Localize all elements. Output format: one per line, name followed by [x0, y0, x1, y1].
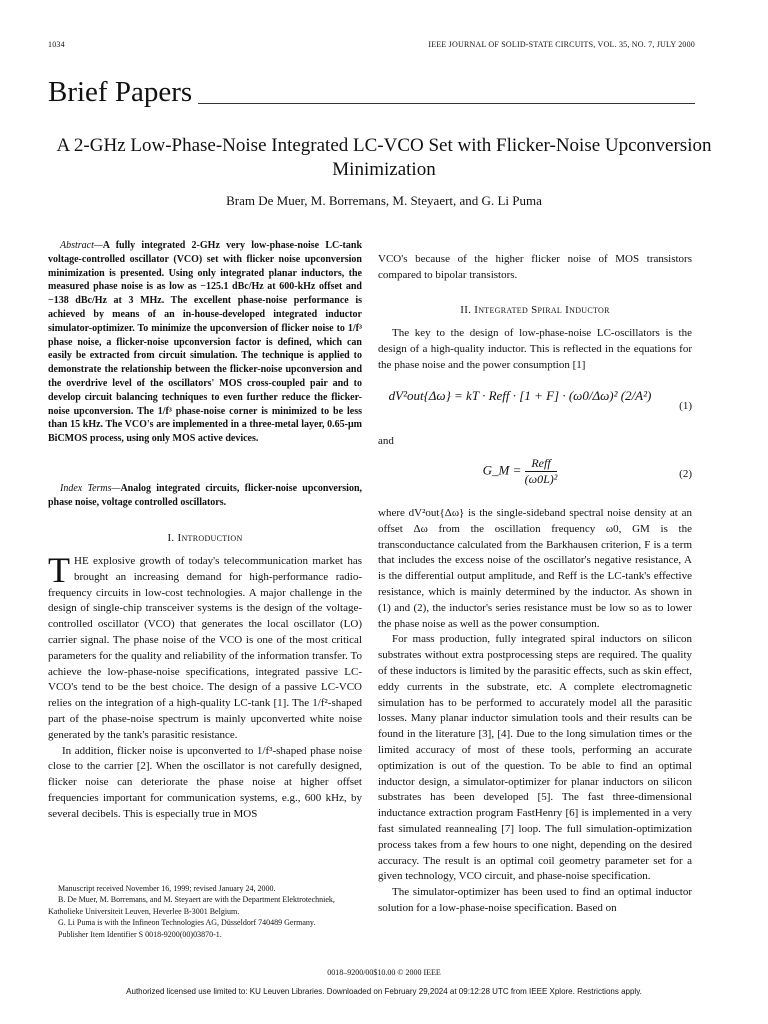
index-terms-label: Index Terms—	[60, 483, 121, 494]
footnote-3: G. Li Puma is with the Infineon Technologies AG, Düsseldorf 740489 Germany.	[58, 918, 316, 928]
section2-body	[378, 506, 692, 917]
paper-authors: Bram De Muer, M. Borremans, M. Steyaert, and G. Li Puma	[226, 193, 542, 208]
intro-dropcap: T	[48, 550, 70, 590]
intro-paragraph-1-text: HE explosive growth of today's telecommunication market has brought an increasing demand for high-performance radio-frequency circuits in low-cost technologies. A major challenge in the design of single-chip transceiver systems is the design of the voltage-controlled oscillator (VCO) that generates the local oscillator (LO) carrier signal. The phase noise of the VCO is one of the most critical parameters for the quality and reliability of the information transfer. To achieve the low-phase-noise specifications, integrated passive LC-VCO's tend to be the best choice. The design of a passive LC-VCO relies on the integration of a high-quality LC-tank [1]. The 1/f²-shaped part of the phase-noise spectrum is mainly upconverted white noise generated by the tank's parasitic resistance.	[48, 555, 362, 741]
equation-2-numerator: Reff	[525, 456, 558, 472]
paper-title: A 2-GHz Low-Phase-Noise Integrated LC-VCO Set with Flicker-Noise Upconversion Minimization	[56, 135, 712, 180]
section2-heading: II. Integrated Spiral Inductor	[460, 304, 610, 316]
equation-2-number: (2)	[679, 468, 692, 480]
right-col-continue: VCO's because of the higher flicker noise of MOS transistors compared to bipolar transistors.	[378, 253, 692, 281]
section2-paragraph-4: The simulator-optimizer has been used to find an optimal inductor solution for a low-phase-noise specification. Based on	[378, 886, 692, 914]
equation-2-fraction	[525, 456, 558, 487]
copyright-id: 0018–9200/00$10.00 © 2000 IEEE	[327, 968, 441, 977]
intro-body	[48, 550, 362, 823]
index-terms	[48, 482, 362, 510]
abstract-label: Abstract—	[60, 240, 103, 251]
footnotes	[48, 883, 362, 940]
index-terms-text: Analog integrated circuits, flicker-noise upconversion, phase noise, voltage controlled oscillators.	[48, 483, 363, 508]
and-text: and	[378, 435, 394, 447]
section-heading	[48, 77, 695, 107]
equation-1-body: dV²out{Δω} = kT · Reff · [1 + F] · (ω0/Δω)² (2/A²)	[388, 388, 652, 403]
section-heading-title: Brief Papers	[48, 76, 193, 108]
section-heading-rule	[198, 103, 695, 104]
footnote-2: B. De Muer, M. Borremans, and M. Steyaert are with the Department Elektrotechniek, Katholieke Universiteit Leuven, Heverlee B-3001 Belgium.	[48, 895, 335, 916]
authorization-note: Authorized licensed use limited to: KU Leuven Libraries. Downloaded on February 29,2024 at 09:12:28 UTC from IEEE Xplore. Restrictions apply.	[126, 987, 642, 996]
abstract	[48, 239, 362, 446]
footnote-1: Manuscript received November 16, 1999; revised January 24, 2000.	[58, 884, 276, 893]
intro-paragraph-1	[48, 550, 362, 744]
intro-heading: I. Introduction	[167, 532, 243, 544]
equation-2-body	[378, 456, 662, 487]
journal-header: IEEE JOURNAL OF SOLID-STATE CIRCUITS, VOL. 35, NO. 7, JULY 2000	[428, 40, 695, 49]
equation-2-lhs: G_M =	[482, 462, 522, 478]
page-number: 1034	[48, 40, 65, 49]
equation-1-number: (1)	[679, 400, 692, 412]
section2-paragraph-2: where dV²out{Δω} is the single-sideband spectral noise density at an offset Δω from the oscillation frequency ω0, GM is the transconductance calculated from the Barkhausen criterion, F is a term that includes the excess noise of the oscillator's negative resistance, A is the differential output amplitude, and Reff is the LC-tank's effective resistance, which is mainly determined by the inductor. As shown in (1) and (2), the inductor's series resistance must be low so as to lower the phase noise as well as the power consumption.	[378, 507, 692, 630]
abstract-text: A fully integrated 2-GHz very low-phase-noise LC-tank voltage-controlled oscillator (VCO) set with flicker noise upconversion minimization is presented. Using only integrated planar inductors, the measured phase noise is as low as −125.1 dBc/Hz at 600-kHz offset and −138 dBc/Hz at 3 MHz. The excellent phase-noise performance is achieved by means of an in-house-developed integrated inductor simulator-optimizer. To minimize the upconversion of flicker noise to 1/f³ phase noise, a flicker-noise upconversion factor is defined, which can easily be extracted from circuit simulation. The technique is applied to demonstrate the relationship between the flicker-noise upconversion and the overdrive level of the oscillators' MOS cross-coupled pair and to develop circuit balancing techniques to even further reduce the flicker-noise upconversion. The 1/f³ phase-noise corner is minimized to be less than 15 kHz. The VCO's are implemented in a three-metal layer, 0.65-μm BiCMOS process, using only MOS active devices.	[48, 240, 362, 445]
equation-1	[378, 388, 692, 428]
equation-2-denominator: (ω0L)²	[524, 472, 558, 486]
section2-paragraph-3: For mass production, fully integrated spiral inductors on silicon substrates without extra postprocessing steps are required. The quality of these inductors is limited by the parasitic effects, such as skin effect, eddy currents in the substrate, etc. A complete electromagnetic simulation has to be performed to accurately model all the parasitic losses. Many planar inductor simulation tools and their results can be found in the literature [3], [4]. Due to the long simulation times or the limited accuracy of most of these tools, performing an accurate optimization is out of the question. To be able to find an optimal inductor design, a simulator-optimizer for planar inductors on silicon substrates has been developed [5]. The fast three-dimensional inductance extraction program FastHenry [6] is implemented in a very fast simulated reannealing [7] loop. The full simulation-optimization process takes from a few hours to one night, depending on the desired accuracy. The result is an optimal coil geometry parameter set for a given technology, VCO circuit, and phase-noise specification.	[378, 633, 692, 883]
section2-paragraph-1: The key to the design of low-phase-noise LC-oscillators is the design of a high-quality inductor. This is reflected in the equations for the phase noise and the power consumption [1]	[378, 327, 692, 371]
intro-paragraph-2: In addition, flicker noise is upconverted to 1/f³-shaped phase noise close to the carrier [2]. When the oscillator is not carefully designed, flicker noise can deteriorate the phase noise at higher offset frequencies important for communication systems, e.g., 600 kHz, by several decibels. This is especially true in MOS	[48, 744, 362, 820]
footnote-4: Publisher Item Identifier S 0018-9200(00)03870-1.	[58, 929, 222, 939]
equation-2	[378, 456, 692, 496]
